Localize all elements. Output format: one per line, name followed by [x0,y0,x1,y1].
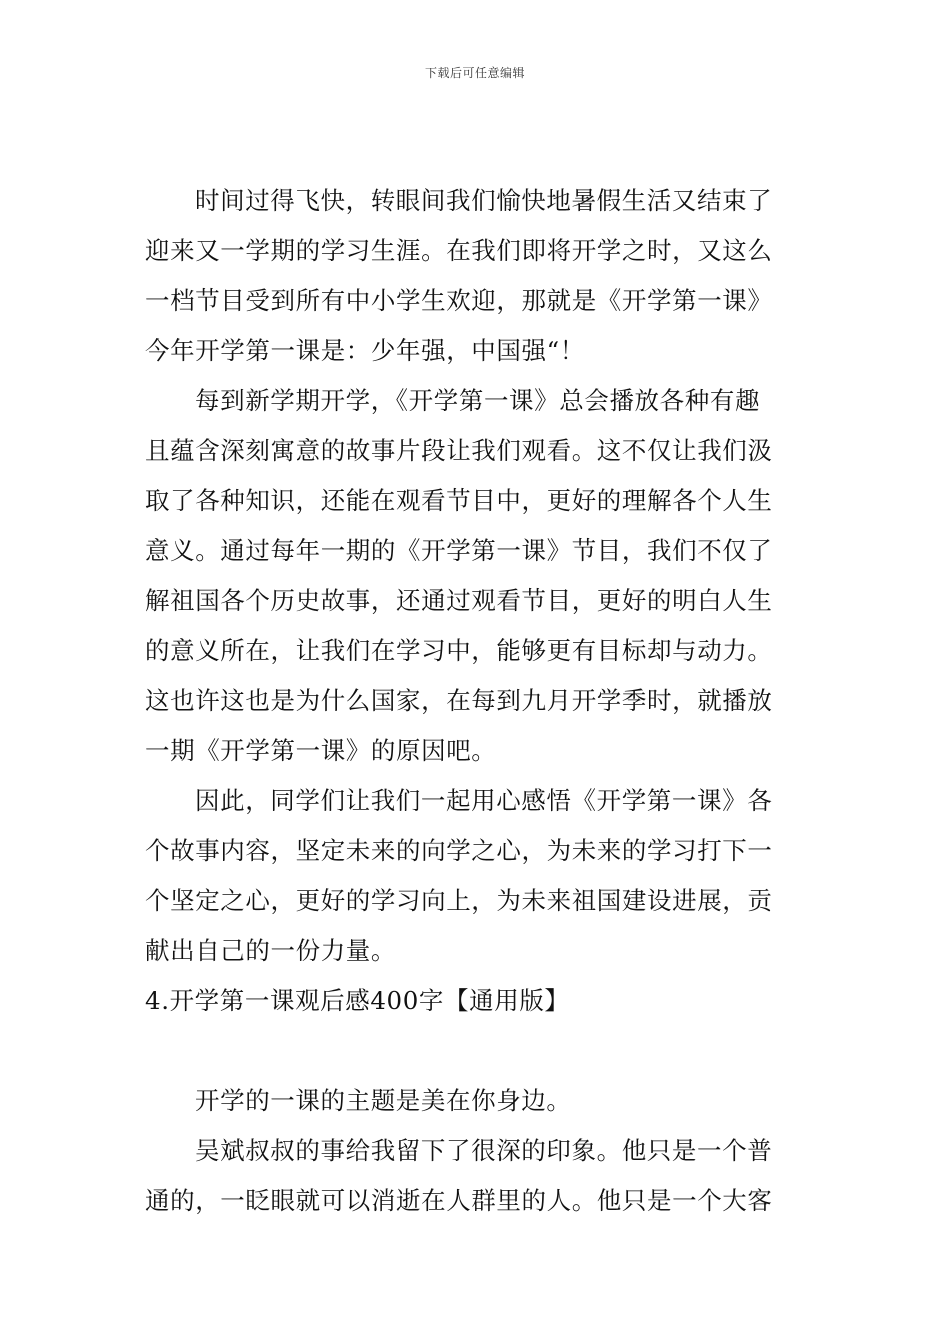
text-line: 每到新学期开学，《开学第一课》总会播放各种有趣 [195,386,761,415]
text-line: 的意义所在，让我们在学习中，能够更有目标却与动力。 [145,636,773,665]
blank-line [145,1026,807,1076]
paragraph [145,176,807,376]
paragraph [145,1076,807,1126]
text-line: 今年开学第一课是：少年强，中国强“！ [145,336,585,365]
text-line: 通的，一眨眼就可以消逝在人群里的人。他只是一个大客 [145,1186,773,1215]
text-line: 迎来又一学期的学习生涯。在我们即将开学之时，又这么 [145,236,773,265]
text-line: 一档节目受到所有中小学生欢迎，那就是《开学第一课》 [145,286,773,315]
text-line: 开学的一课的主题是美在你身边。 [195,1086,572,1115]
section-heading: 4.开学第一课观后感400字【通用版】 [145,986,570,1015]
document-body [145,176,807,1226]
text-line: 个故事内容，坚定未来的向学之心，为未来的学习打下一 [145,836,773,865]
text-line: 因此，同学们让我们一起用心感悟《开学第一课》各 [195,786,773,815]
text-line: 一期《开学第一课》的原因吧。 [145,736,497,765]
text-line: 意义。通过每年一期的《开学第一课》节目，我们不仅了 [145,536,773,565]
paragraph [145,776,807,976]
text-line: 这也许这也是为什么国家，在每到九月开学季时，就播放 [145,686,773,715]
page-header: 下载后可任意编辑 [424,66,525,80]
text-line: 个坚定之心，更好的学习向上，为未来祖国建设进展，贡 [145,886,773,915]
text-line: 取了各种知识，还能在观看节目中，更好的理解各个人生 [145,486,773,515]
paragraph [145,376,807,776]
paragraph [145,1126,807,1226]
text-line: 吴斌叔叔的事给我留下了很深的印象。他只是一个普 [195,1136,773,1165]
text-line: 献出自己的一份力量。 [145,936,396,965]
text-line: 且蕴含深刻寓意的故事片段让我们观看。这不仅让我们汲 [145,436,773,465]
text-line: 解祖国各个历史故事，还通过观看节目，更好的明白人生 [145,586,773,615]
text-line: 时间过得飞快，转眼间我们愉快地暑假生活又结束了 [195,186,773,215]
